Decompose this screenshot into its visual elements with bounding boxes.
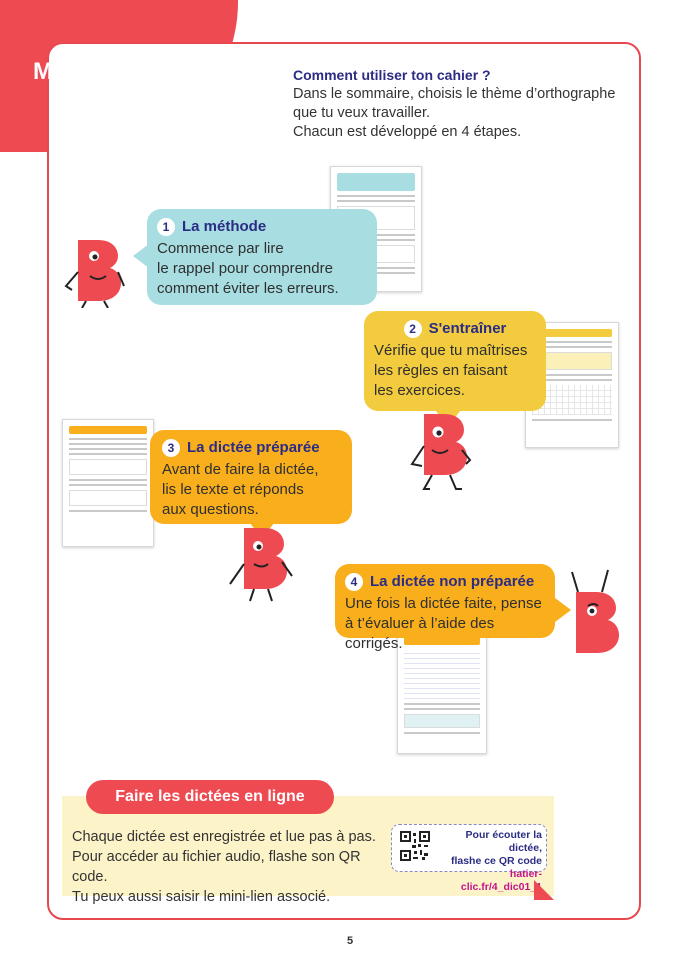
step-line: aux questions. [162,501,259,518]
step-number: 4 [345,573,363,591]
online-text [72,827,382,907]
qr-caption [438,829,542,894]
qr-line: flashe ce QR code [450,855,542,867]
step-4-bubble [335,564,555,652]
intro-line: Chacun est développé en 4 étapes. [293,124,522,140]
prepared-dictation-thumbnail [62,419,154,547]
online-line: Chaque dictée est enregistrée et lue pas à pas. [72,829,376,845]
step-number: 1 [157,218,175,236]
step-line: les exercices. [374,382,465,399]
intro-line: Dans le sommaire, choisis le thème d’orthographe [293,86,616,102]
page-number: 5 [346,935,354,947]
step-line: Commence par lire [157,240,284,257]
step-title: La dictée non préparée [370,573,535,590]
step-line: le rappel pour comprendre [157,260,333,277]
page-title: Mode d'emploi [33,58,204,85]
mascot-b-icon [562,566,626,658]
qr-line: Pour écouter la dictée, [465,829,542,854]
step-line: lis le texte et réponds [162,481,304,498]
mascot-b-icon [60,232,126,308]
intro-question: Comment utiliser ton cahier ? [293,67,491,83]
step-line: comment éviter les erreurs. [157,280,339,297]
step-number: 3 [162,439,180,457]
intro-line: que tu veux travailler. [293,105,431,121]
step-title: La méthode [182,218,267,235]
step-line: les règles en faisant [374,362,508,379]
step-line: Vérifie que tu maîtrises [374,342,528,359]
qr-mini-link[interactable]: hatier-clic.fr/4_dic01_1 [460,868,542,893]
step-title: S'entraîner [428,320,507,337]
step-line: à t’évaluer à l’aide des corrigés. [345,615,495,652]
step-1-bubble [147,209,377,305]
step-line: Une fois la dictée faite, pense [345,595,542,612]
qr-code-icon[interactable] [400,831,430,861]
step-title: La dictée préparée [187,439,320,456]
mascot-b-icon [404,406,478,496]
qr-card[interactable] [391,824,547,893]
page-fold-corner [534,880,554,900]
step-2-bubble [364,311,546,411]
mascot-b-icon [224,520,298,606]
step-line: Avant de faire la dictée, [162,461,319,478]
step-3-bubble [150,430,352,524]
online-line: Tu peux aussi saisir le mini-lien associé. [72,889,331,905]
online-section-title: Faire les dictées en ligne [86,780,334,814]
step-number: 2 [404,320,422,338]
online-line: Pour accéder au fichier audio, flashe son QR code. [72,849,361,885]
intro-text [293,66,633,142]
